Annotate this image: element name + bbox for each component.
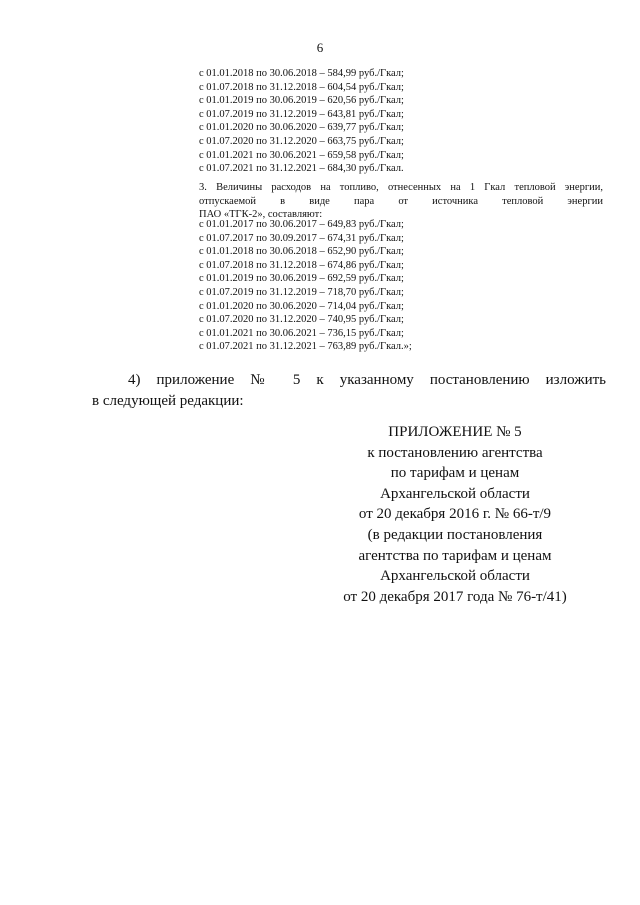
tariff-line: с 01.01.2019 по 30.06.2019 – 620,56 руб./Гкал;	[199, 95, 404, 107]
tariff-line: с 01.07.2018 по 31.12.2018 – 674,86 руб./Гкал;	[199, 259, 404, 271]
tariff-line: с 01.07.2020 по 31.12.2020 – 663,75 руб./Гкал;	[199, 135, 404, 147]
tariff-line: с 01.07.2021 по 31.12.2021 – 763,89 руб./Гкал.»;	[199, 341, 412, 353]
tariff-line: с 01.07.2018 по 31.12.2018 – 604,54 руб./Гкал;	[199, 81, 404, 93]
appendix-line: к постановлению агентства	[367, 444, 543, 461]
item-3-line: 3. Величины расходов на топливо, отнесенных на 1 Гкал тепловой энергии,	[199, 182, 603, 193]
paragraph-4-line: 4) приложение № 5 к указанному постановлению изложить	[128, 372, 606, 388]
tariff-list-a	[199, 67, 603, 176]
tariff-line: с 01.07.2019 по 31.12.2019 – 643,81 руб./Гкал;	[199, 108, 404, 120]
tariff-line: с 01.01.2020 по 30.06.2020 – 639,77 руб./Гкал;	[199, 122, 404, 134]
tariff-line: с 01.01.2018 по 30.06.2018 – 584,99 руб./Гкал;	[199, 68, 404, 79]
item-3-heading	[199, 181, 603, 222]
appendix-line: по тарифам и ценам	[390, 465, 520, 482]
tariff-line: с 01.01.2021 по 30.06.2021 – 659,58 руб./Гкал;	[199, 149, 404, 161]
appendix-line: от 20 декабря 2016 г. № 66-т/9	[358, 506, 552, 523]
tariff-list-b	[199, 218, 603, 354]
appendix-line: Архангельской области	[380, 568, 530, 585]
tariff-line: с 01.01.2018 по 30.06.2018 – 652,90 руб./Гкал;	[199, 246, 404, 258]
item-3-line: отпускаемой в виде пара от источника тепловой энергии	[199, 195, 603, 207]
appendix-line: (в редакции постановления	[367, 526, 543, 543]
appendix-title: ПРИЛОЖЕНИЕ № 5	[388, 424, 522, 440]
appendix-line: Архангельской области	[380, 485, 530, 502]
tariff-line: с 01.01.2019 по 30.06.2019 – 692,59 руб./Гкал;	[199, 273, 404, 285]
appendix-header	[330, 422, 580, 607]
tariff-line: с 01.01.2020 по 30.06.2020 – 714,04 руб./Гкал;	[199, 300, 404, 312]
tariff-line: с 01.07.2020 по 31.12.2020 – 740,95 руб./Гкал;	[199, 314, 404, 326]
tariff-line: с 01.07.2021 по 31.12.2021 – 684,30 руб./Гкал.	[199, 163, 404, 175]
tariff-line: с 01.01.2017 по 30.06.2017 – 649,83 руб./Гкал;	[199, 219, 404, 230]
tariff-line: с 01.07.2017 по 30.09.2017 – 674,31 руб./Гкал;	[199, 232, 404, 244]
paragraph-4-line: в следующей редакции:	[92, 393, 244, 409]
appendix-line: от 20 декабря 2017 года № 76-т/41)	[343, 588, 567, 605]
tariff-line: с 01.01.2021 по 30.06.2021 – 736,15 руб./Гкал;	[199, 327, 404, 339]
page-number: 6	[316, 40, 324, 55]
tariff-line: с 01.07.2019 по 31.12.2019 – 718,70 руб./Гкал;	[199, 286, 404, 298]
appendix-line: агентства по тарифам и ценам	[358, 547, 552, 564]
item-3-line: ПАО «ТГК-2», составляют:	[199, 209, 323, 221]
paragraph-4	[92, 370, 606, 412]
